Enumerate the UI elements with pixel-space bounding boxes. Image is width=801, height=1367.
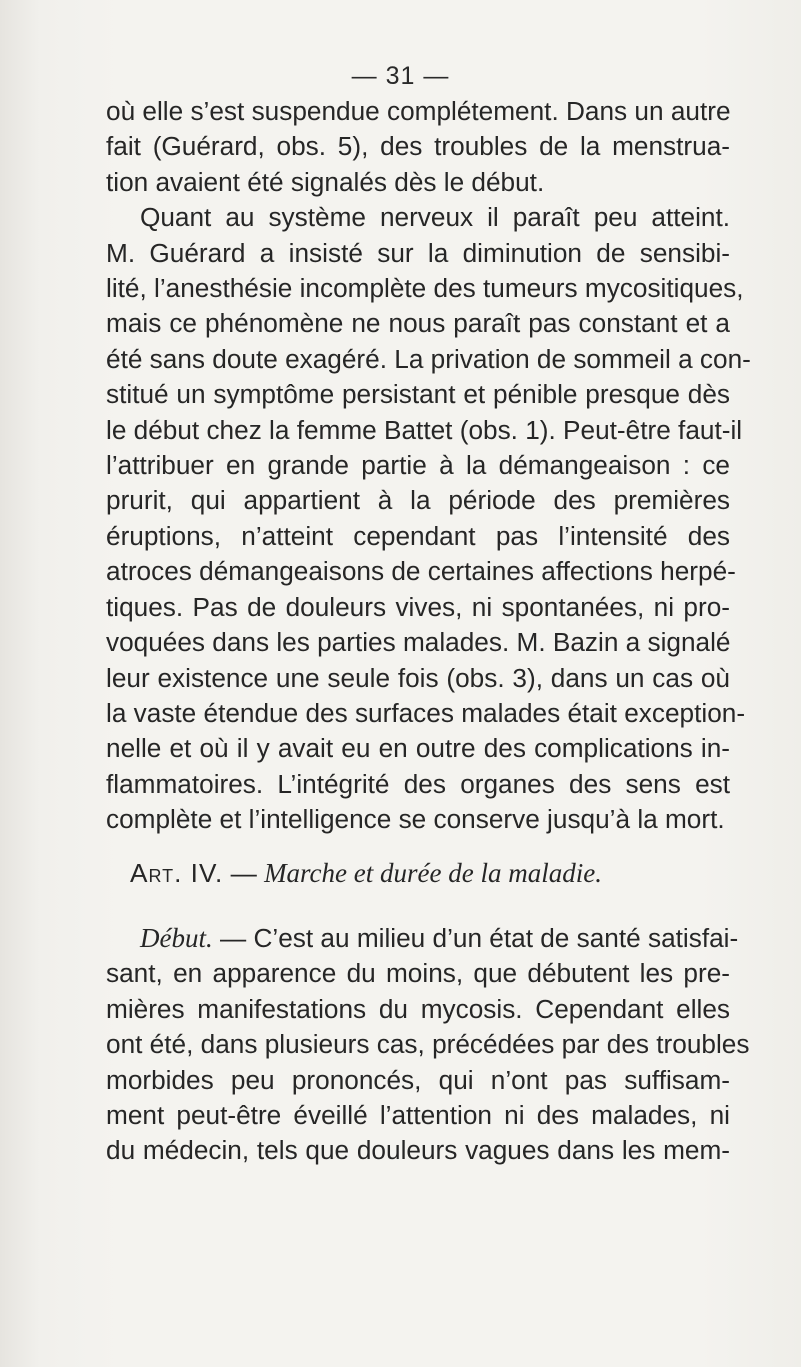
text-line: morbides peu prononcés, qui n’ont pas suffisam- [106,1064,730,1095]
body-text [106,94,751,1169]
text-line [106,921,739,956]
text-line: tiques. Pas de douleurs vives, ni spontanées, ni pro- [106,591,730,622]
text-line: nelle et où il y avait eu en outre des complications in- [106,733,730,764]
text-line: voquées dans les parties malades. M. Bazin a signalé [106,627,731,658]
text-line: où elle s’est suspendue complétement. Dans un autre [106,96,731,126]
text-line: été sans doute exagéré. La privation de sommeil a con- [106,343,751,374]
paragraph-menstruation [106,94,730,200]
section-heading [106,856,730,891]
text-line: leur existence une seule fois (obs. 3), dans un cas où [106,662,730,693]
heading-dash: — [223,857,265,888]
paragraph-debut [106,921,750,1169]
text-line: l’attribuer en grande partie à la démangeaison : ce [106,450,730,481]
text-line: M. Guérard a insisté sur la diminution de sensibi- [106,237,730,268]
text-line: sant, en apparence du moins, que débutent les pre- [106,958,730,989]
text-line: mais ce phénomène ne nous paraît pas constant et a [106,308,730,339]
text-line: flammatoires. L’intégrité des organes des sens est [106,768,730,799]
text-line: atroces démangeaisons de certaines affections herpé- [106,556,736,587]
text-line: prurit, qui appartient à la période des premières [106,485,730,516]
text-line: lité, l’anesthésie incomplète des tumeurs mycositiques, [106,273,744,304]
text-line: complète et l’intelligence se conserve jusqu’à la mort. [106,804,725,835]
text-line: ment peut-être éveillé l’attention ni des malades, ni [106,1099,730,1130]
text-line: la vaste étendue des surfaces malades était exception- [106,697,746,728]
text-line: mières manifestations du mycosis. Cependant elles [106,993,730,1024]
first-line-text: C’est au milieu d’un état de santé satisfai- [253,922,739,953]
section-title: Marche et durée de la maladie. [264,857,602,888]
text-line: ont été, dans plusieurs cas, précédées par des troubles [106,1029,750,1060]
page-number: — 31 — [351,62,450,90]
text-line: du médecin, tels que douleurs vagues dans les mem- [106,1135,730,1166]
text-line: Quant au système nerveux il paraît peu atteint. [140,202,730,233]
paragraph-nervous-system [106,200,751,837]
text-line: tion avaient été signalés dès le début. [106,166,545,197]
lead-dash: — [212,922,254,953]
text-line: stitué un symptôme persistant et pénible presque dès [106,379,730,410]
article-number: Art. IV. [130,857,224,888]
paragraph-lead: Début. [140,922,213,953]
text-line: fait (Guérard, obs. 5), des troubles de la menstrua- [106,131,730,162]
text-line: le début chez la femme Battet (obs. 1). Peut-être faut-il [106,414,743,445]
text-line: éruptions, n’atteint cependant pas l’intensité des [106,520,730,551]
